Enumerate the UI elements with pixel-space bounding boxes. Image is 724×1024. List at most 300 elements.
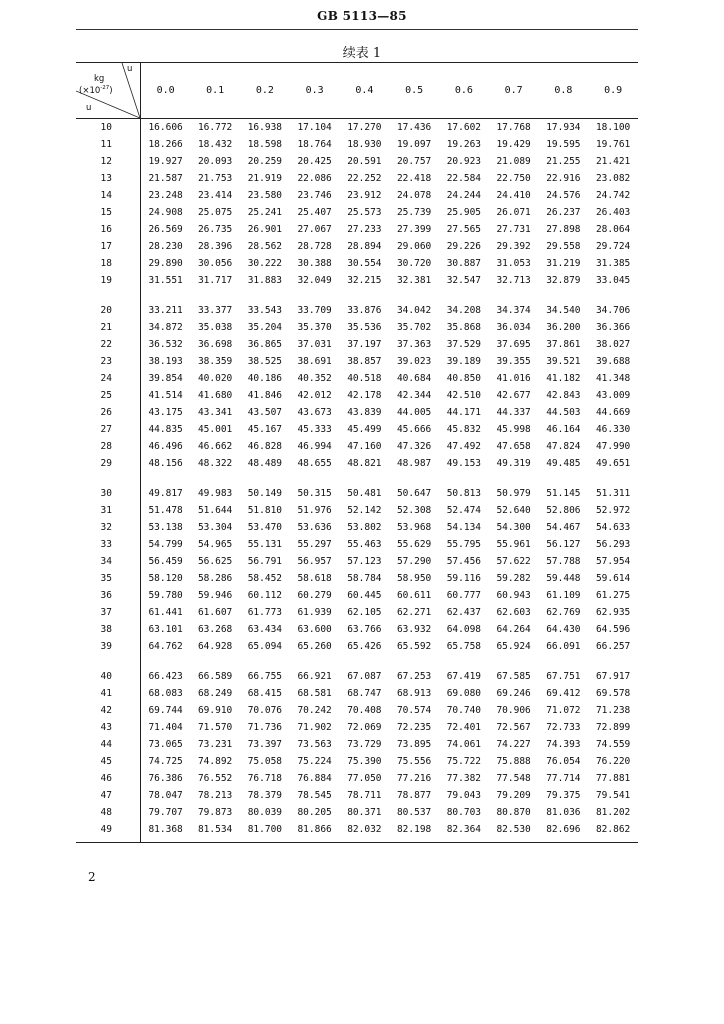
mass-value-cell: 27.898 <box>546 224 581 235</box>
row-u-value: 44 <box>76 736 141 753</box>
mass-value-cell: 31.219 <box>546 258 581 269</box>
column-header: 0.8 <box>539 63 589 119</box>
mass-value-cell: 41.514 <box>148 390 183 401</box>
unit-exponent: -27 <box>100 85 110 91</box>
mass-value-cell: 81.866 <box>297 824 332 835</box>
row-u-value: 26 <box>76 404 141 421</box>
mass-value-cell: 57.788 <box>546 556 581 567</box>
mass-value-cell: 80.703 <box>446 807 482 818</box>
mass-value-cell: 63.600 <box>297 624 332 635</box>
mass-value-cell: 16.606 <box>148 122 183 133</box>
table-row <box>76 519 638 536</box>
table-row <box>76 204 638 221</box>
mass-value-cell: 71.238 <box>595 705 631 716</box>
row-u-value: 13 <box>76 170 141 187</box>
mass-value-cell: 77.881 <box>595 773 631 784</box>
row-u-value: 43 <box>76 719 141 736</box>
mass-value-cell: 51.644 <box>197 505 233 516</box>
mass-value-cell: 62.603 <box>496 607 531 618</box>
mass-value-cell: 37.861 <box>546 339 581 350</box>
row-u-value: 12 <box>76 153 141 170</box>
group-spacer <box>76 289 638 302</box>
mass-value-cell: 46.828 <box>247 441 283 452</box>
mass-value-cell: 53.138 <box>148 522 183 533</box>
table-row <box>76 485 638 502</box>
mass-value-cell: 33.876 <box>347 305 382 316</box>
mass-value-cell: 25.905 <box>446 207 482 218</box>
mass-value-cell: 65.592 <box>396 641 432 652</box>
mass-value-cell: 34.374 <box>496 305 531 316</box>
mass-value-cell: 20.757 <box>396 156 432 167</box>
mass-value-cell: 28.728 <box>297 241 332 252</box>
mass-value-cell: 45.499 <box>347 424 382 435</box>
mass-value-cell: 77.382 <box>446 773 482 784</box>
mass-value-cell: 29.392 <box>496 241 531 252</box>
mass-value-cell: 26.901 <box>247 224 283 235</box>
mass-value-cell: 75.722 <box>446 756 482 767</box>
mass-value-cell: 33.543 <box>247 305 283 316</box>
mass-value-cell: 51.311 <box>595 488 631 499</box>
mass-value-cell: 55.629 <box>396 539 432 550</box>
unit-base: (×10 <box>79 85 101 96</box>
mass-value-cell: 52.640 <box>496 505 531 516</box>
row-u-value: 25 <box>76 387 141 404</box>
mass-value-cell: 67.917 <box>595 671 631 682</box>
table-row <box>76 753 638 770</box>
mass-value-cell: 77.216 <box>396 773 432 784</box>
mass-value-cell: 41.348 <box>595 373 631 384</box>
mass-value-cell: 57.622 <box>496 556 531 567</box>
mass-value-cell: 64.098 <box>446 624 482 635</box>
mass-value-cell: 39.688 <box>595 356 631 367</box>
mass-value-cell: 79.707 <box>148 807 183 818</box>
mass-value-cell: 39.189 <box>446 356 482 367</box>
mass-value-cell: 19.097 <box>396 139 432 150</box>
mass-value-cell: 35.370 <box>297 322 332 333</box>
row-u-value: 20 <box>76 302 141 319</box>
mass-value-cell: 21.919 <box>247 173 283 184</box>
mass-value-cell: 82.364 <box>446 824 482 835</box>
mass-value-cell: 66.755 <box>247 671 283 682</box>
mass-value-cell: 55.131 <box>247 539 283 550</box>
mass-value-cell: 61.109 <box>546 590 581 601</box>
mass-value-cell: 78.047 <box>148 790 183 801</box>
column-header: 0.3 <box>290 63 340 119</box>
mass-value-cell: 80.205 <box>297 807 332 818</box>
mass-value-cell: 62.769 <box>546 607 581 618</box>
mass-value-cell: 36.865 <box>247 339 283 350</box>
mass-value-cell: 30.720 <box>396 258 432 269</box>
mass-value-cell: 74.725 <box>148 756 183 767</box>
mass-value-cell: 48.987 <box>396 458 432 469</box>
mass-value-cell: 56.293 <box>595 539 631 550</box>
mass-value-cell: 64.264 <box>496 624 531 635</box>
mass-value-cell: 70.906 <box>496 705 531 716</box>
mass-value-cell: 49.319 <box>496 458 531 469</box>
mass-value-cell: 30.887 <box>446 258 482 269</box>
mass-value-cell: 27.067 <box>297 224 332 235</box>
table-row <box>76 502 638 519</box>
conversion-table-container <box>76 62 638 843</box>
mass-value-cell: 49.983 <box>197 488 233 499</box>
row-u-value: 18 <box>76 255 141 272</box>
mass-value-cell: 45.666 <box>396 424 432 435</box>
table-row <box>76 587 638 604</box>
mass-value-cell: 55.795 <box>446 539 482 550</box>
table-row <box>76 421 638 438</box>
mass-value-cell: 17.934 <box>546 122 581 133</box>
mass-value-cell: 18.930 <box>347 139 382 150</box>
row-u-value: 21 <box>76 319 141 336</box>
mass-value-cell: 80.537 <box>396 807 432 818</box>
row-u-value: 15 <box>76 204 141 221</box>
row-u-value: 28 <box>76 438 141 455</box>
mass-value-cell: 64.596 <box>595 624 631 635</box>
mass-value-cell: 24.244 <box>446 190 482 201</box>
mass-value-cell: 30.222 <box>247 258 283 269</box>
mass-value-cell: 62.105 <box>347 607 382 618</box>
mass-value-cell: 73.065 <box>148 739 183 750</box>
mass-value-cell: 71.404 <box>148 722 183 733</box>
table-row <box>76 621 638 638</box>
standard-code: GB 5113—85 <box>317 9 407 23</box>
mass-value-cell: 70.574 <box>396 705 432 716</box>
mass-value-cell: 77.714 <box>546 773 581 784</box>
mass-value-cell: 52.972 <box>595 505 631 516</box>
mass-value-cell: 43.673 <box>297 407 332 418</box>
mass-value-cell: 52.142 <box>347 505 382 516</box>
mass-value-cell: 38.193 <box>148 356 183 367</box>
mass-value-cell: 22.418 <box>396 173 432 184</box>
mass-value-cell: 28.894 <box>347 241 382 252</box>
mass-value-cell: 82.530 <box>496 824 531 835</box>
mass-value-cell: 33.709 <box>297 305 332 316</box>
mass-value-cell: 58.784 <box>347 573 382 584</box>
mass-value-cell: 78.379 <box>247 790 283 801</box>
mass-value-cell: 44.005 <box>396 407 432 418</box>
mass-value-cell: 48.156 <box>148 458 183 469</box>
mass-value-cell: 25.075 <box>197 207 233 218</box>
mass-value-cell: 30.554 <box>347 258 382 269</box>
mass-value-cell: 23.248 <box>148 190 183 201</box>
mass-value-cell: 55.297 <box>297 539 332 550</box>
mass-value-cell: 72.733 <box>546 722 581 733</box>
mass-value-cell: 21.089 <box>496 156 531 167</box>
mass-value-cell: 24.078 <box>396 190 432 201</box>
table-row <box>76 536 638 553</box>
mass-value-cell: 72.567 <box>496 722 531 733</box>
mass-value-cell: 25.573 <box>347 207 382 218</box>
mass-value-cell: 60.445 <box>347 590 382 601</box>
mass-value-cell: 26.071 <box>496 207 531 218</box>
mass-value-cell: 22.584 <box>446 173 482 184</box>
mass-value-cell: 35.204 <box>247 322 283 333</box>
mass-value-cell: 50.813 <box>446 488 482 499</box>
mass-value-cell: 17.436 <box>396 122 432 133</box>
mass-value-cell: 19.761 <box>595 139 631 150</box>
mass-value-cell: 47.160 <box>347 441 382 452</box>
table-row <box>76 736 638 753</box>
row-u-value: 16 <box>76 221 141 238</box>
mass-value-cell: 61.773 <box>247 607 283 618</box>
mass-value-cell: 31.717 <box>197 275 233 286</box>
mass-value-cell: 67.419 <box>446 671 482 682</box>
mass-value-cell: 80.371 <box>347 807 382 818</box>
mass-value-cell: 23.414 <box>197 190 233 201</box>
row-u-value: 47 <box>76 787 141 804</box>
mass-value-cell: 57.954 <box>595 556 631 567</box>
mass-value-cell: 36.532 <box>148 339 183 350</box>
row-u-value: 34 <box>76 553 141 570</box>
mass-value-cell: 66.589 <box>197 671 233 682</box>
mass-value-cell: 61.939 <box>297 607 332 618</box>
mass-value-cell: 18.266 <box>148 139 183 150</box>
mass-value-cell: 69.744 <box>148 705 183 716</box>
mass-value-cell: 73.563 <box>297 739 332 750</box>
mass-value-cell: 73.729 <box>347 739 382 750</box>
mass-value-cell: 26.735 <box>197 224 233 235</box>
mass-value-cell: 22.750 <box>496 173 531 184</box>
mass-value-cell: 66.091 <box>546 641 581 652</box>
row-u-value: 27 <box>76 421 141 438</box>
mass-value-cell: 70.242 <box>297 705 332 716</box>
mass-value-cell: 79.043 <box>446 790 482 801</box>
mass-value-cell: 32.879 <box>546 275 581 286</box>
mass-value-cell: 65.924 <box>496 641 531 652</box>
mass-value-cell: 28.562 <box>247 241 283 252</box>
mass-value-cell: 60.611 <box>396 590 432 601</box>
table-row <box>76 438 638 455</box>
row-u-value: 37 <box>76 604 141 621</box>
row-u-value: 32 <box>76 519 141 536</box>
row-u-value: 40 <box>76 668 141 685</box>
mass-value-cell: 56.791 <box>247 556 283 567</box>
mass-value-cell: 44.337 <box>496 407 531 418</box>
mass-value-cell: 70.740 <box>446 705 482 716</box>
mass-value-cell: 81.534 <box>197 824 233 835</box>
table-row <box>76 685 638 702</box>
table-row <box>76 272 638 289</box>
mass-value-cell: 43.507 <box>247 407 283 418</box>
mass-value-cell: 53.802 <box>347 522 382 533</box>
mass-value-cell: 21.753 <box>197 173 233 184</box>
mass-value-cell: 54.134 <box>446 522 482 533</box>
mass-value-cell: 26.237 <box>546 207 581 218</box>
row-u-value: 42 <box>76 702 141 719</box>
mass-value-cell: 81.202 <box>595 807 631 818</box>
unit-close: ) <box>109 85 113 96</box>
table-row <box>76 719 638 736</box>
mass-value-cell: 21.255 <box>546 156 581 167</box>
mass-value-cell: 43.839 <box>347 407 382 418</box>
mass-value-cell: 81.700 <box>247 824 283 835</box>
mass-value-cell: 34.540 <box>546 305 581 316</box>
mass-value-cell: 63.434 <box>247 624 283 635</box>
corner-unit-line2 <box>79 86 113 95</box>
mass-value-cell: 54.633 <box>595 522 631 533</box>
mass-value-cell: 27.399 <box>396 224 432 235</box>
row-u-value: 24 <box>76 370 141 387</box>
column-header: 0.0 <box>141 63 191 119</box>
mass-value-cell: 29.558 <box>546 241 581 252</box>
mass-value-cell: 71.736 <box>247 722 283 733</box>
mass-value-cell: 32.381 <box>396 275 432 286</box>
mass-value-cell: 20.923 <box>446 156 482 167</box>
mass-value-cell: 68.249 <box>197 688 233 699</box>
mass-value-cell: 65.426 <box>347 641 382 652</box>
row-u-value: 39 <box>76 638 141 655</box>
mass-value-cell: 47.824 <box>546 441 581 452</box>
mass-value-cell: 59.282 <box>496 573 531 584</box>
mass-value-cell: 59.448 <box>546 573 581 584</box>
mass-value-cell: 27.233 <box>347 224 382 235</box>
mass-value-cell: 61.441 <box>148 607 183 618</box>
mass-value-cell: 79.209 <box>496 790 531 801</box>
mass-value-cell: 25.241 <box>247 207 283 218</box>
mass-value-cell: 17.270 <box>347 122 382 133</box>
mass-value-cell: 34.872 <box>148 322 183 333</box>
mass-value-cell: 51.478 <box>148 505 183 516</box>
mass-value-cell: 45.832 <box>446 424 482 435</box>
mass-value-cell: 24.742 <box>595 190 631 201</box>
mass-value-cell: 78.213 <box>197 790 233 801</box>
table-row <box>76 787 638 804</box>
row-u-value: 35 <box>76 570 141 587</box>
mass-value-cell: 37.363 <box>396 339 432 350</box>
corner-top-label: u <box>127 64 133 74</box>
row-u-value: 19 <box>76 272 141 289</box>
group-spacer <box>76 472 638 485</box>
mass-value-cell: 43.009 <box>595 390 631 401</box>
column-header: 0.9 <box>588 63 638 119</box>
row-u-value: 29 <box>76 455 141 472</box>
mass-value-cell: 63.268 <box>197 624 233 635</box>
column-header: 0.6 <box>439 63 489 119</box>
mass-value-cell: 72.401 <box>446 722 482 733</box>
mass-value-cell: 48.489 <box>247 458 283 469</box>
mass-value-cell: 60.279 <box>297 590 332 601</box>
mass-value-cell: 16.938 <box>247 122 283 133</box>
mass-value-cell: 16.772 <box>197 122 233 133</box>
mass-value-cell: 57.123 <box>347 556 382 567</box>
mass-value-cell: 50.481 <box>347 488 382 499</box>
mass-value-cell: 71.902 <box>297 722 332 733</box>
mass-value-cell: 31.053 <box>496 258 531 269</box>
mass-value-cell: 41.680 <box>197 390 233 401</box>
mass-value-cell: 44.669 <box>595 407 631 418</box>
row-u-value: 46 <box>76 770 141 787</box>
mass-value-cell: 54.799 <box>148 539 183 550</box>
mass-value-cell: 28.230 <box>148 241 183 252</box>
row-u-value: 11 <box>76 136 141 153</box>
mass-value-cell: 76.220 <box>595 756 631 767</box>
table-row <box>76 255 638 272</box>
mass-value-cell: 56.625 <box>197 556 233 567</box>
mass-value-cell: 60.777 <box>446 590 482 601</box>
mass-value-cell: 33.377 <box>197 305 233 316</box>
mass-value-cell: 36.200 <box>546 322 581 333</box>
mass-value-cell: 30.056 <box>197 258 233 269</box>
mass-value-cell: 23.746 <box>297 190 332 201</box>
mass-value-cell: 46.330 <box>595 424 631 435</box>
mass-value-cell: 75.888 <box>496 756 531 767</box>
row-u-value: 38 <box>76 621 141 638</box>
row-u-value: 48 <box>76 804 141 821</box>
mass-value-cell: 74.061 <box>446 739 482 750</box>
table-row <box>76 604 638 621</box>
mass-value-cell: 35.038 <box>197 322 233 333</box>
mass-value-cell: 77.050 <box>347 773 382 784</box>
mass-value-cell: 73.895 <box>396 739 432 750</box>
mass-value-cell: 49.485 <box>546 458 581 469</box>
mass-value-cell: 36.366 <box>595 322 631 333</box>
mass-value-cell: 47.326 <box>396 441 432 452</box>
group-spacer <box>76 655 638 668</box>
table-end-padding <box>76 838 638 843</box>
row-u-value: 45 <box>76 753 141 770</box>
mass-value-cell: 18.432 <box>197 139 233 150</box>
table-row <box>76 187 638 204</box>
mass-value-cell: 82.198 <box>396 824 432 835</box>
table-row <box>76 136 638 153</box>
mass-value-cell: 41.016 <box>496 373 531 384</box>
mass-value-cell: 33.045 <box>595 275 631 286</box>
mass-value-cell: 45.001 <box>197 424 233 435</box>
mass-value-cell: 42.510 <box>446 390 482 401</box>
mass-value-cell: 27.731 <box>496 224 531 235</box>
mass-value-cell: 64.762 <box>148 641 183 652</box>
mass-value-cell: 69.412 <box>546 688 581 699</box>
mass-value-cell: 40.352 <box>297 373 332 384</box>
mass-value-cell: 59.614 <box>595 573 631 584</box>
mass-value-cell: 71.072 <box>546 705 581 716</box>
mass-value-cell: 19.595 <box>546 139 581 150</box>
mass-value-cell: 45.333 <box>297 424 332 435</box>
mass-value-cell: 47.658 <box>496 441 531 452</box>
mass-value-cell: 24.576 <box>546 190 581 201</box>
mass-value-cell: 45.167 <box>247 424 283 435</box>
mass-value-cell: 70.076 <box>247 705 283 716</box>
mass-value-cell: 40.518 <box>347 373 382 384</box>
row-u-value: 10 <box>76 119 141 137</box>
mass-value-cell: 68.747 <box>347 688 382 699</box>
column-header: 0.5 <box>389 63 439 119</box>
mass-value-cell: 74.393 <box>546 739 581 750</box>
mass-value-cell: 76.386 <box>148 773 183 784</box>
mass-value-cell: 49.153 <box>446 458 482 469</box>
mass-value-cell: 49.651 <box>595 458 631 469</box>
mass-value-cell: 38.359 <box>197 356 233 367</box>
mass-value-cell: 81.368 <box>148 824 183 835</box>
table-row <box>76 302 638 319</box>
mass-value-cell: 21.587 <box>148 173 183 184</box>
row-u-value: 22 <box>76 336 141 353</box>
mass-value-cell: 42.344 <box>396 390 432 401</box>
mass-value-cell: 31.385 <box>595 258 631 269</box>
table-row <box>76 221 638 238</box>
table-row <box>76 404 638 421</box>
mass-value-cell: 78.877 <box>396 790 432 801</box>
mass-value-cell: 35.702 <box>396 322 432 333</box>
row-u-value: 49 <box>76 821 141 838</box>
mass-value-cell: 82.032 <box>347 824 382 835</box>
page-number: 2 <box>88 870 96 884</box>
mass-value-cell: 62.437 <box>446 607 482 618</box>
mass-value-cell: 37.031 <box>297 339 332 350</box>
mass-value-cell: 66.257 <box>595 641 631 652</box>
mass-value-cell: 55.463 <box>347 539 382 550</box>
corner-unit-line1: kg <box>94 74 105 84</box>
